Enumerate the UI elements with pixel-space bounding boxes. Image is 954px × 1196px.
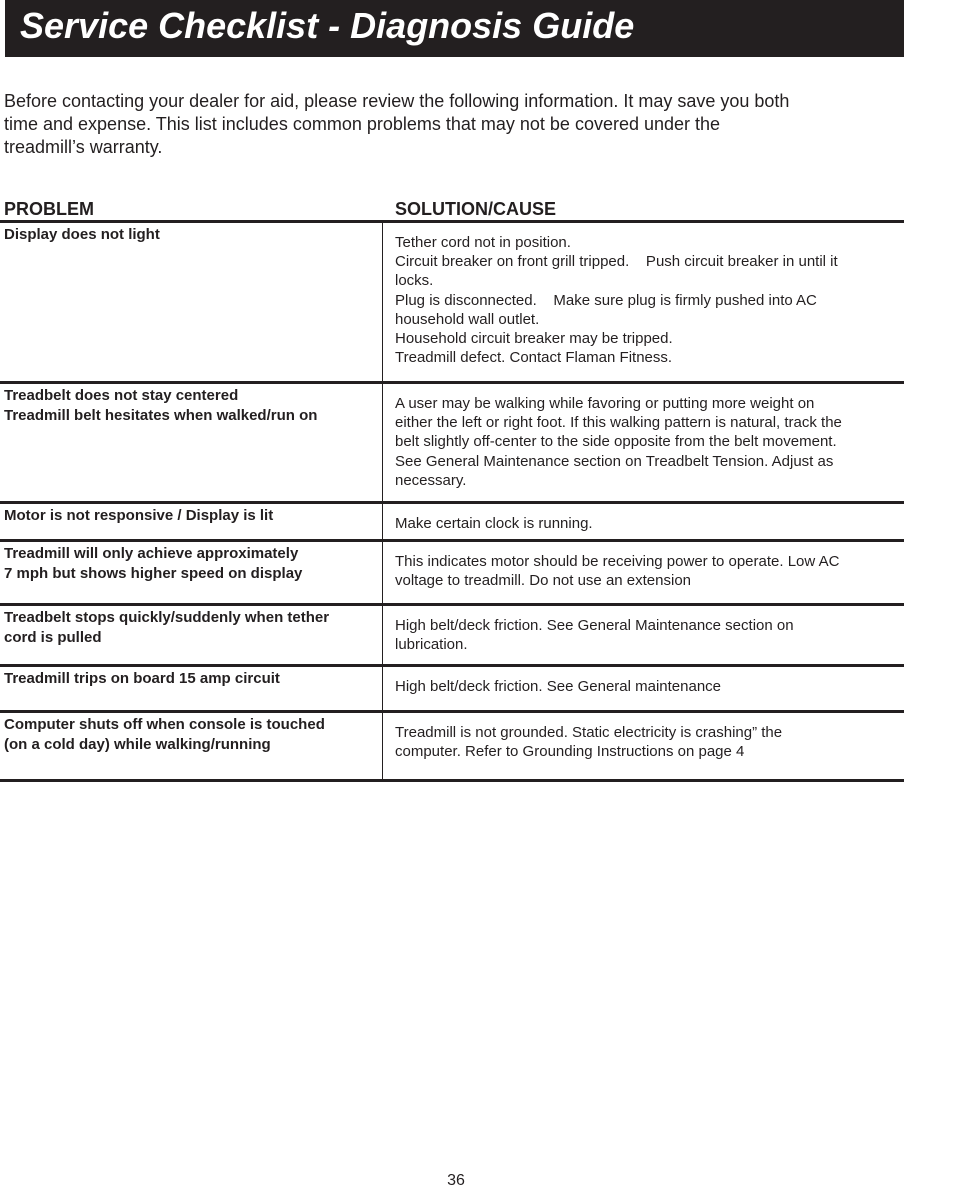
- title-banner: [5, 0, 904, 57]
- solution-line: computer. Refer to Grounding Instructions on page 4: [395, 743, 745, 761]
- intro-line: treadmill’s warranty.: [4, 137, 163, 157]
- diagnosis-table: [0, 220, 904, 782]
- problem-line: Treadmill belt hesitates when walked/run on: [4, 407, 318, 424]
- problem-cell: [0, 606, 383, 664]
- solution-line: High belt/deck friction. See General Maintenance section on: [395, 617, 794, 634]
- table-row: [0, 606, 904, 667]
- problem-line: Treadbelt does not stay centered: [4, 387, 239, 404]
- solution-line: Make certain clock is running.: [395, 515, 593, 532]
- problem-cell: [0, 713, 383, 779]
- page-number: 36: [447, 1172, 465, 1189]
- solution-line: Treadmill defect. Contact Flaman Fitness.: [395, 349, 673, 367]
- intro-paragraph: [4, 90, 894, 159]
- problem-cell: [0, 504, 383, 539]
- problem-cell: [0, 384, 383, 501]
- table-row: [0, 223, 904, 384]
- problem-cell: [0, 542, 383, 603]
- solution-line: necessary.: [395, 471, 467, 489]
- problem-cell: [0, 667, 383, 710]
- problem-line: Motor is not responsive / Display is lit: [4, 507, 274, 524]
- intro-line: Before contacting your dealer for aid, please review the following information. It may save you both: [4, 91, 790, 111]
- solution-cell: [383, 667, 904, 710]
- solution-line: A user may be walking while favoring or putting more weight on: [395, 395, 815, 412]
- problem-line: cord is pulled: [4, 629, 102, 646]
- table-row: [0, 667, 904, 713]
- problem-line: Treadmill trips on board 15 amp circuit: [4, 670, 280, 687]
- solution-cell: [383, 606, 904, 664]
- solution-line: lubrication.: [395, 636, 468, 654]
- solution-line: locks.: [395, 272, 434, 290]
- column-header-problem: PROBLEM: [4, 199, 94, 219]
- table-row: [0, 713, 904, 782]
- problem-line: Treadmill will only achieve approximately: [4, 545, 299, 562]
- solution-line: Plug is disconnected. Make sure plug is firmly pushed into AC: [395, 291, 817, 309]
- problem-line: (on a cold day) while walking/running: [4, 736, 271, 753]
- solution-line: belt slightly off-center to the side opposite from the belt movement.: [395, 433, 837, 451]
- problem-cell: [0, 223, 383, 381]
- table-row: [0, 504, 904, 542]
- solution-line: Circuit breaker on front grill tripped. Push circuit breaker in until it: [395, 253, 838, 271]
- problem-line: Treadbelt stops quickly/suddenly when tether: [4, 609, 330, 626]
- solution-cell: [383, 713, 904, 779]
- problem-line: Display does not light: [4, 226, 160, 243]
- solution-line: Tether cord not in position.: [395, 234, 571, 251]
- solution-line: voltage to treadmill. Do not use an extension: [395, 572, 692, 590]
- solution-line: Treadmill is not grounded. Static electricity is crashing” the: [395, 724, 783, 741]
- table-row: [0, 542, 904, 606]
- solution-line: Household circuit breaker may be tripped.: [395, 330, 673, 348]
- page-title: Service Checklist - Diagnosis Guide: [20, 5, 635, 46]
- table-row: [0, 384, 904, 504]
- solution-line: either the left or right foot. If this walking pattern is natural, track the: [395, 414, 842, 432]
- solution-cell: [383, 504, 904, 539]
- solution-line: See General Maintenance section on Treadbelt Tension. Adjust as: [395, 452, 834, 470]
- solution-line: High belt/deck friction. See General maintenance: [395, 678, 722, 695]
- solution-cell: [383, 223, 904, 381]
- solution-line: This indicates motor should be receiving power to operate. Low AC: [395, 553, 840, 570]
- problem-line: Computer shuts off when console is touched: [4, 716, 325, 733]
- solution-cell: [383, 384, 904, 501]
- solution-cell: [383, 542, 904, 603]
- intro-line: time and expense. This list includes common problems that may not be covered under the: [4, 114, 721, 134]
- column-header-solution: SOLUTION/CAUSE: [395, 199, 557, 219]
- solution-line: household wall outlet.: [395, 310, 540, 328]
- problem-line: 7 mph but shows higher speed on display: [4, 565, 303, 582]
